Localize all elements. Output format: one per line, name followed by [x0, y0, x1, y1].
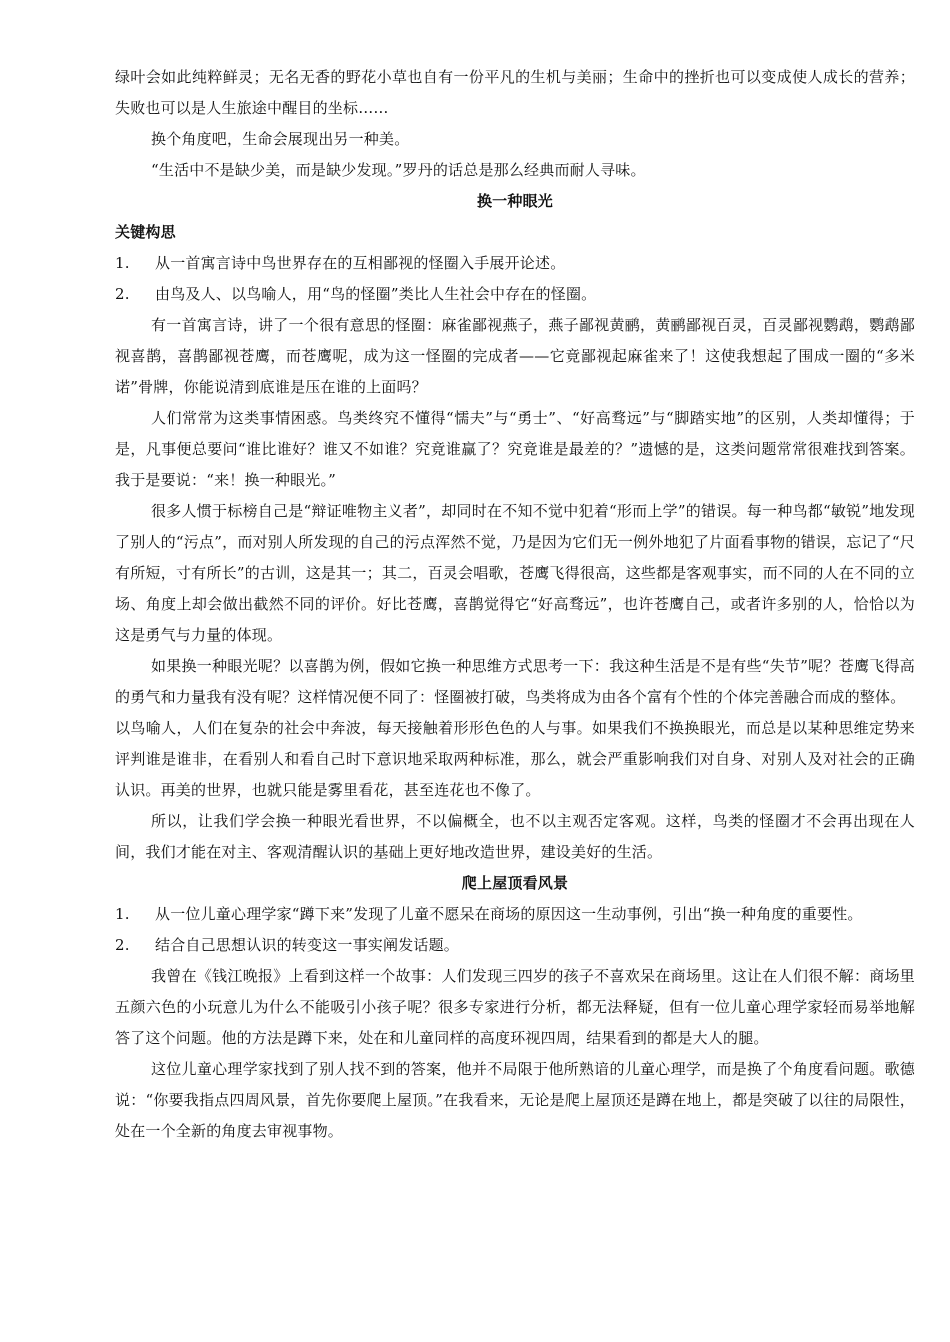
quote-paragraph: “生活中不是缺少美，而是缺少发现。”罗丹的话总是那么经典而耐人寻味。 [151, 161, 646, 179]
body-paragraph-noindent: 以鸟喻人，人们在复杂的社会中奔波，每天接触着形形色色的人与事。如果我们不换换眼光，而总是以某种思维定势来评判谁是谁非，在看别人和看自己时下意识地采取两种标准，那么，就会严重影响我们对自身、对别人及对社会的正确认识。再美的世界，也就只能是雾里看花，甚至连花也不像了。 [115, 719, 915, 799]
key-point-number: 1. [115, 905, 130, 923]
key-point [115, 899, 915, 930]
body-paragraph: 这位儿童心理学家找到了别人找不到的答案，他并不局限于他所熟谙的儿童心理学，而是换了个角度看问题。歌德说：“你要我指点四周风景，首先你要爬上屋顶。”在我看来，无论是爬上屋顶还是蹲在地上，都是突破了以往的局限性，处在一个全新的角度去审视事物。 [115, 1060, 915, 1140]
key-point-text: 从一位儿童心理学家“蹲下来”发现了儿童不愿呆在商场的原因这一生动事例，引出“换一种角度的重要性。 [155, 905, 863, 923]
key-point-text: 由鸟及人、以鸟喻人，用“鸟的怪圈”类比人生社会中存在的怪圈。 [155, 285, 597, 303]
body-paragraph-continued: 绿叶会如此纯粹鲜灵；无名无香的野花小草也自有一份平凡的生机与美丽；生命中的挫折也可以变成使人成长的营养；失败也可以是人生旅途中醒目的坐标…… [115, 68, 915, 117]
body-paragraph: 很多人惯于标榜自己是“辩证唯物主义者”，却同时在不知不觉中犯着“形而上学”的错误。每一种鸟都“敏锐”地发现了别人的“污点”，而对别人所发现的自己的污点浑然不觉，乃是因为它们无一例外地犯了片面看事物的错误，忘记了“尺有所短，寸有所长”的古训，这是其一；其二，百灵会唱歌，苍鹰飞得很高，这些都是客观事实，而不同的人在不同的立场、角度上却会做出截然不同的评价。好比苍鹰，喜鹊觉得它“好高骛远”，也许苍鹰自己，或者许多别的人，恰恰以为这是勇气与力量的体现。 [115, 502, 915, 644]
key-point [115, 930, 915, 961]
body-paragraph: 我曾在《钱江晚报》上看到这样一个故事：人们发现三四岁的孩子不喜欢呆在商场里。这让在人们很不解：商场里五颜六色的小玩意儿为什么不能吸引小孩子呢？很多专家进行分析，都无法释疑，但有一位儿童心理学家轻而易举地解答了这个问题。他的方法是蹲下来，处在和儿童同样的高度环视四周，结果看到的都是大人的腿。 [115, 967, 915, 1047]
key-point-text: 结合自己思想认识的转变这一事实阐发话题。 [155, 936, 460, 954]
key-point-number: 2. [115, 936, 130, 954]
key-point-number: 2. [115, 285, 130, 303]
key-point [115, 248, 915, 279]
body-paragraph: 换个角度吧，生命会展现出另一种美。 [151, 130, 410, 148]
body-paragraph: 人们常常为这类事情困惑。鸟类终究不懂得“懦夫”与“勇士”、“好高骛远”与“脚踏实地”的区别，人类却懂得；于是，凡事便总要问“谁比谁好？谁又不如谁？究竟谁赢了？究竟谁是最差的？”遗憾的是，这类问题常常很难找到答案。我于是要说：“来！换一种眼光。” [115, 409, 915, 489]
key-point [115, 279, 915, 310]
document-page [115, 62, 915, 1147]
key-point-text: 从一首寓言诗中鸟世界存在的互相鄙视的怪圈入手展开论述。 [155, 254, 566, 272]
essay-title: 爬上屋顶看风景 [461, 874, 569, 892]
key-point-number: 1. [115, 254, 130, 272]
essay-title: 换一种眼光 [476, 192, 553, 210]
body-paragraph: 如果换一种眼光呢？以喜鹊为例，假如它换一种思维方式思考一下：我这种生活是不是有些“失节”呢？苍鹰飞得高的勇气和力量我有没有呢？这样情况便不同了：怪圈被打破，鸟类将成为由各个富有个性的个体完善融合而成的整体。 [115, 657, 915, 706]
conclusion-paragraph: 所以，让我们学会换一种眼光看世界，不以偏概全，也不以主观否定客观。这样，鸟类的怪圈才不会再出现在人间，我们才能在对主、客观清醒认识的基础上更好地改造世界，建设美好的生活。 [115, 812, 915, 861]
body-paragraph: 有一首寓言诗，讲了一个很有意思的怪圈：麻雀鄙视燕子，燕子鄙视黄鹂，黄鹂鄙视百灵，百灵鄙视鹦鹉，鹦鹉鄙视喜鹊，喜鹊鄙视苍鹰，而苍鹰呢，成为这一怪圈的完成者——它竟鄙视起麻雀来了！这使我想起了围成一圈的“多米诺”骨牌，你能说清到底谁是压在谁的上面吗？ [115, 316, 915, 396]
key-ideas-heading: 关键构思 [115, 223, 176, 241]
